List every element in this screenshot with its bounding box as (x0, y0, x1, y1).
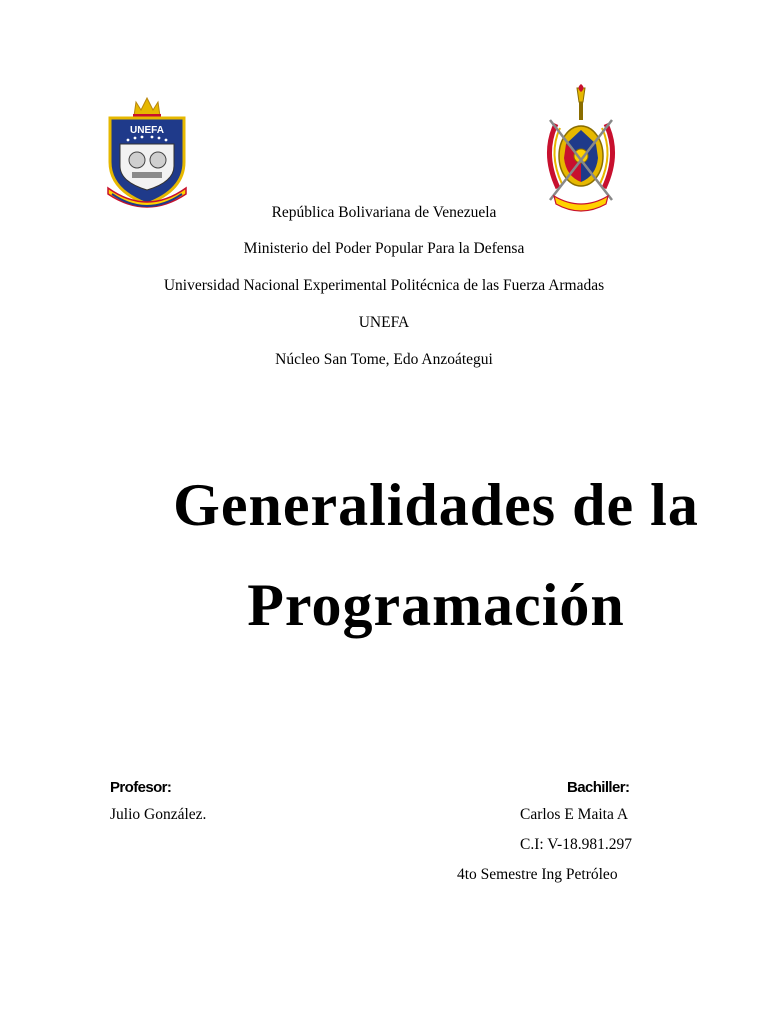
unefa-shield-emblem (106, 94, 188, 214)
student-id: C.I: V-18.981.297 (520, 836, 632, 853)
header-acronym: UNEFA (358, 314, 410, 331)
header-university: Universidad Nacional Experimental Politécnica de las Fuerza Armadas (163, 277, 605, 294)
professor-label: Profesor: (110, 779, 172, 796)
header-ministry: Ministerio del Poder Popular Para la Defensa (243, 240, 525, 257)
document-title-line1: Generalidades de la (173, 472, 699, 538)
student-name: Carlos E Maita A (520, 806, 629, 823)
document-title-line2: Programación (247, 572, 625, 638)
header-country: República Bolivariana de Venezuela (271, 204, 497, 221)
header-campus: Núcleo San Tome, Edo Anzoátegui (275, 351, 493, 368)
student-semester: 4to Semestre Ing Petróleo (457, 866, 618, 883)
emblem-text: UNEFA (130, 125, 164, 136)
armed-forces-coat-of-arms (536, 84, 626, 218)
professor-name: Julio González. (110, 806, 207, 823)
student-label: Bachiller: (567, 779, 630, 796)
